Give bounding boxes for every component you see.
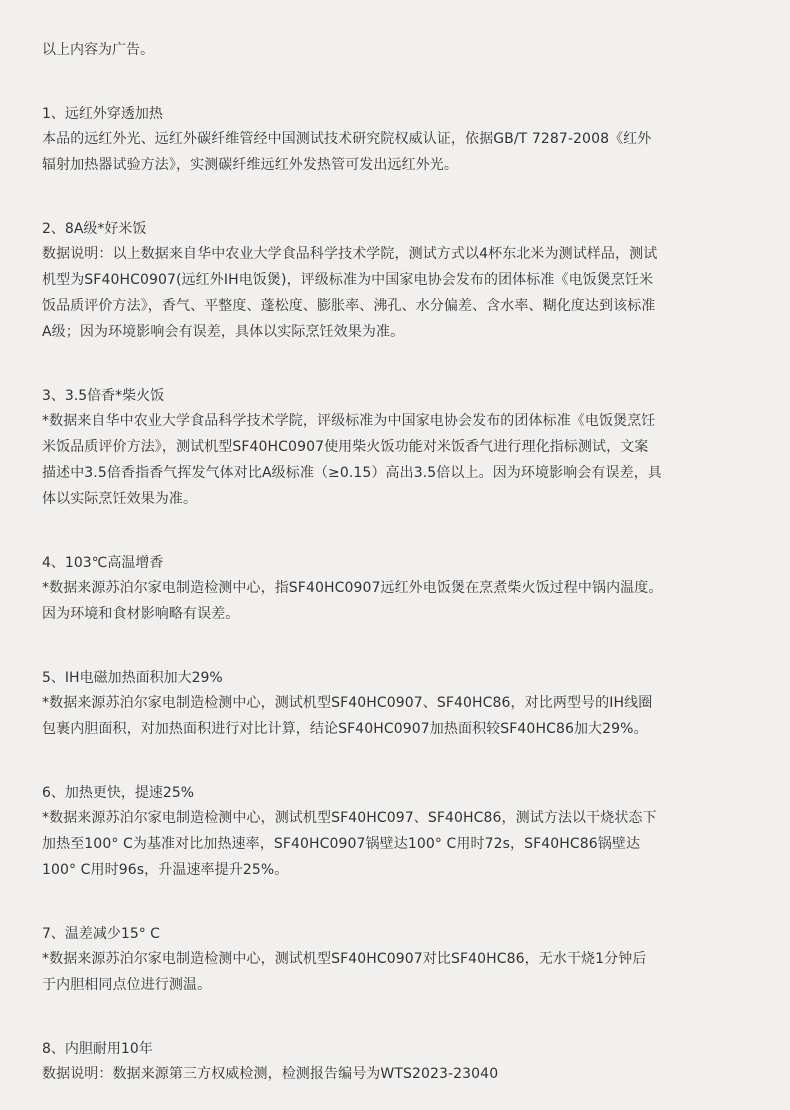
note-title: 3、3.5倍香*柴火饭 — [42, 388, 165, 404]
note-section — [42, 217, 744, 345]
note-title: 2、8A级*好米饭 — [42, 221, 147, 237]
note-section — [42, 922, 744, 998]
note-section — [42, 781, 744, 883]
note-title: 7、温差减少15° C — [42, 926, 160, 942]
note-line: 数据说明：数据来源第三方权威检测，检测报告编号为WTS2023-23040 — [42, 1066, 499, 1082]
note-line: 体以实际烹饪效果为准。 — [42, 491, 198, 507]
note-line: 描述中3.5倍香指香气挥发气体对比A级标准（≥0.15）高出3.5倍以上。因为环境影响会有误差，具 — [42, 465, 662, 481]
note-line: *数据来源苏泊尔家电制造检测中心，测试机型SF40HC0907、SF40HC86，对比两型号的IH线圈 — [42, 695, 653, 711]
note-line: 本品的远红外光、远红外碳纤维管经中国测试技术研究院权威认证，依据GB/T 7287-2008《红外 — [42, 131, 652, 147]
note-body — [42, 575, 744, 627]
note-line: 米饭品质评价方法》，测试机型SF40HC0907使用柴火饭功能对米饭香气进行理化指标测试，文案 — [42, 439, 649, 455]
note-section — [42, 666, 744, 742]
note-title: 6、加热更快，提速25% — [42, 785, 195, 801]
note-line: *数据来源苏泊尔家电制造检测中心，指SF40HC0907远红外电饭煲在烹煮柴火饭过程中锅内温度。 — [42, 580, 663, 596]
note-body — [42, 408, 744, 512]
note-body — [42, 690, 744, 742]
ad-notice: 以上内容为广告。 — [42, 42, 154, 58]
note-title: 4、103℃高温增香 — [42, 555, 164, 571]
note-title: 5、IH电磁加热面积加大29% — [42, 670, 223, 686]
notes-list — [42, 102, 744, 1087]
note-body — [42, 805, 744, 883]
note-title: 8、内胆耐用10年 — [42, 1041, 153, 1057]
note-section — [42, 1037, 744, 1087]
note-section — [42, 384, 744, 512]
note-title: 1、远红外穿透加热 — [42, 106, 163, 122]
note-line: 包裹内胆面积，对加热面积进行对比计算，结论SF40HC0907加热面积较SF40HC86加大29%。 — [42, 721, 648, 737]
note-line: *数据来自华中农业大学食品科学技术学院，评级标准为中国家电协会发布的团体标准《电饭煲烹饪 — [42, 413, 656, 429]
note-line: *数据来源苏泊尔家电制造检测中心，测试机型SF40HC0907对比SF40HC86，无水干烧1分钟后 — [42, 951, 647, 967]
note-body — [42, 1061, 744, 1087]
note-line: 辐射加热器试验方法》，实测碳纤维远红外发热管可发出远红外光。 — [42, 157, 458, 173]
note-line: 于内胆相同点位进行测温。 — [42, 977, 212, 993]
note-line: 因为环境和食材影响略有误差。 — [42, 606, 240, 622]
note-line: 数据说明：以上数据来自华中农业大学食品科学技术学院，测试方式以4杯东北米为测试样品，测试 — [42, 246, 658, 262]
note-line: 100° C用时96s，升温速率提升25%。 — [42, 862, 289, 878]
note-section — [42, 551, 744, 627]
note-line: A级；因为环境影响会有误差，具体以实际烹饪效果为准。 — [42, 324, 405, 340]
note-line: 机型为SF40HC0907(远红外IH电饭煲)，评级标准为中国家电协会发布的团体标准《电饭煲烹饪米 — [42, 272, 654, 288]
note-line: 加热至100° C为基准对比加热速率，SF40HC0907锅壁达100° C用时72s，SF40HC86锅壁达 — [42, 836, 641, 852]
note-body — [42, 241, 744, 345]
note-section — [42, 102, 744, 178]
note-body — [42, 126, 744, 178]
note-line: 饭品质评价方法》，香气、平整度、蓬松度、膨胀率、沸孔、水分偏差、含水率、糊化度达到该标准 — [42, 298, 656, 314]
note-body — [42, 946, 744, 998]
note-line: *数据来源苏泊尔家电制造检测中心，测试机型SF40HC097、SF40HC86，测试方法以干烧状态下 — [42, 810, 657, 826]
